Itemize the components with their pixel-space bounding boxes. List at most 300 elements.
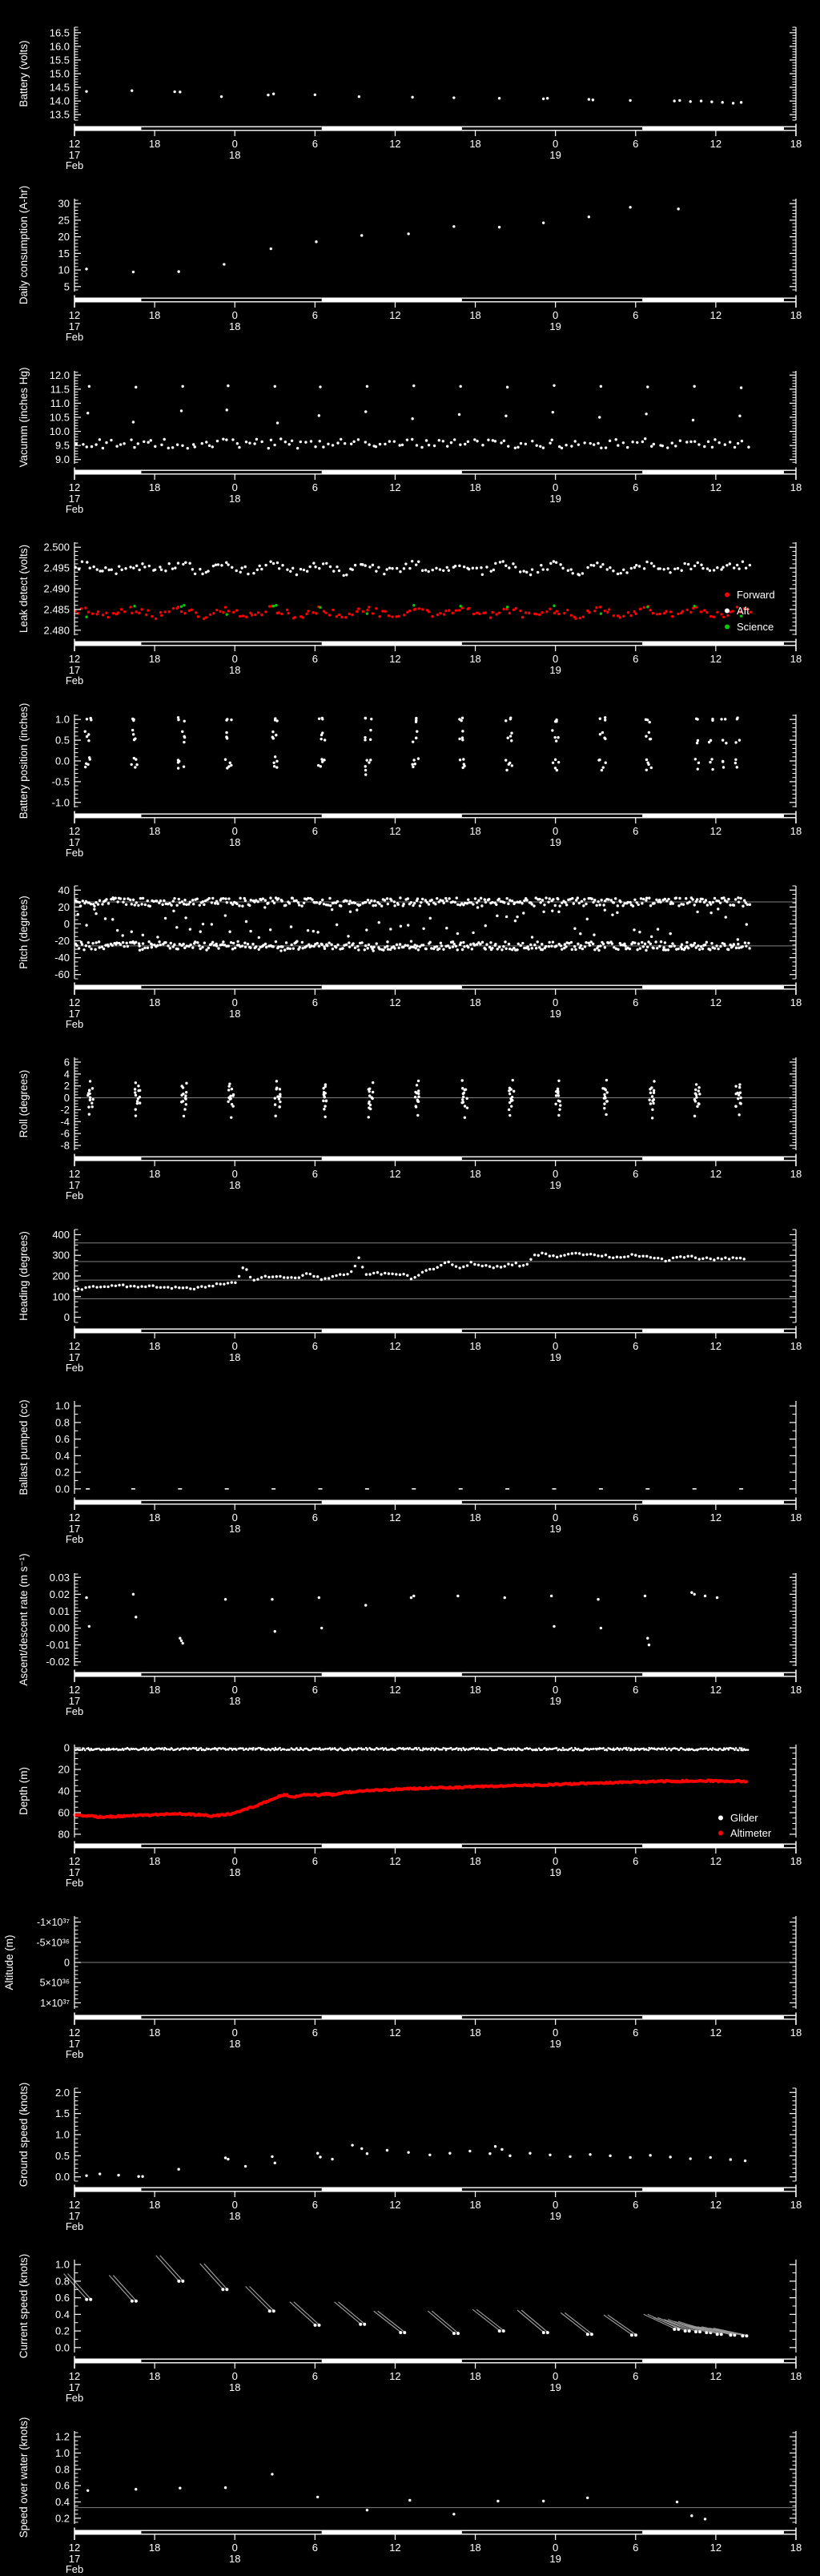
leak-forward-marker [595,606,597,609]
battery-position-tail-marker [708,740,710,743]
depth-glider-marker [728,1749,730,1751]
depth-glider-marker [377,1748,380,1750]
leak-detect-xtick-label: 12 [68,653,81,666]
pitch-xtick-label: 18 [469,996,481,1008]
heading-track-marker [294,1276,296,1278]
pitch-dive-marker [142,942,144,944]
pitch-ytick-label: 0 [63,917,70,930]
heading-track-marker [638,1255,641,1258]
battery-position-clusters-marker [554,720,557,722]
battery-position-clusters-marker [230,718,232,721]
battery-position-clusters-marker [369,738,372,740]
roll-clusters-marker [461,1080,464,1082]
pitch-dive-marker [310,944,312,947]
daynight-night-segment [141,473,321,474]
leak-aft-marker [160,569,163,571]
daynight-day-segment [642,2359,784,2364]
pitch-dive-marker [217,947,219,949]
leak-forward-marker [324,612,327,614]
vacuum-band-marker [558,445,561,448]
speed-over-water-xtick-label: 0 [553,2542,559,2554]
current-vectors-marker [673,2328,676,2331]
pitch-dive-marker [258,948,260,951]
current-direction-stick [290,2302,315,2324]
battery-position-xtick-label: 18 [790,824,802,837]
vacuum-band-marker [697,443,700,445]
roll-clusters-marker [414,1091,416,1093]
vacuum-band-marker [86,445,88,448]
heading-track-marker [743,1258,746,1260]
battery-position-clusters-marker [604,716,606,718]
pitch-transition-marker [436,945,438,948]
roll-clusters-marker [227,1101,229,1103]
depth-glider-marker [562,1747,565,1749]
leak-forward-marker [617,614,619,617]
current-direction-stick [156,2256,179,2280]
ballast-pumped-xtick-label: 12 [389,1511,401,1524]
battery-position-tail-marker [710,758,713,760]
current-speed-day-label: 19 [549,2381,561,2394]
heading-track-marker [421,1270,424,1273]
pitch-climb-marker [726,900,728,903]
daynight-night-segment [462,130,642,131]
battery-position-clusters-marker [650,766,653,768]
daily-consumption-marker [588,215,590,218]
battery-xtick-label: 12 [389,137,401,150]
vacuum-band-marker [517,445,519,448]
current-speed-ytick-label: 0.0 [54,2341,70,2354]
battery-position-clusters-marker [131,717,134,719]
pitch-transition-marker [445,927,448,929]
ballast-pumped-marker [131,1488,135,1490]
altitude-xtick-label: 18 [790,2027,802,2039]
ballast-pumped-marker [739,1488,743,1490]
daynight-night-segment [784,1500,796,1501]
pitch-climb-marker [208,897,211,900]
roll-clusters-marker [274,1104,276,1106]
heading-track-marker [245,1268,247,1270]
vacuum-band-marker [192,443,195,445]
pitch-dive-marker [247,943,249,945]
daily-consumption-xtick-label: 6 [633,309,639,322]
pitch-climb-marker [706,904,709,906]
depth-glider-marker [654,1748,657,1750]
pitch-dive-marker [455,945,457,948]
roll-clusters-marker [651,1109,653,1111]
vacuum-surface-mid-marker [598,416,601,418]
heading-track-marker [653,1257,655,1259]
heading-track-marker [526,1262,529,1265]
daynight-night-segment [141,469,321,470]
leak-aft-marker [174,567,176,570]
leak-forward-marker [681,610,684,613]
ground-speed-marker [494,2145,496,2147]
leak-detect-ytick-label: 2.485 [43,603,70,616]
pitch-dive-marker [695,946,697,948]
roll-clusters-marker [557,1094,560,1097]
vacuum-band-marker [531,440,533,442]
depth-glider-marker [177,1747,179,1749]
roll-clusters-marker [372,1081,374,1084]
heading-track-marker [440,1264,442,1266]
pitch-ylabel: Pitch (degrees) [18,896,30,969]
heading-track-marker [99,1286,102,1288]
vacuum-xtick-label: 18 [790,481,802,493]
pitch-dive-marker [485,943,488,945]
battery-volts-marker [592,99,594,101]
vacuum-band-marker [270,438,272,441]
roll-clusters-marker [88,1089,90,1092]
panel-battery-position [0,687,820,859]
pitch-transition-marker [164,917,167,920]
battery-position-clusters-marker [599,733,601,735]
speed-over-water-marker [408,2499,411,2502]
pitch-climb-marker [685,897,687,900]
battery-position-clusters-marker [598,758,601,760]
battery-position-clusters-marker [554,758,557,760]
pitch-transition-marker [476,906,479,908]
roll-clusters-marker [466,1097,468,1100]
leak-forward-marker [239,615,241,618]
current-speed-ytick-label: 0.8 [54,2275,70,2288]
vacuum-band-marker [364,441,367,443]
pitch-climb-marker [181,900,183,903]
pitch-transition-marker [290,925,292,928]
leak-forward-marker [307,610,309,612]
daynight-night-segment [141,298,321,299]
battery-position-clusters-marker [135,758,137,760]
roll-clusters-marker [136,1100,139,1102]
ascent-descent-rate-xtick-label: 0 [231,1683,238,1696]
leak-aft-marker [96,569,98,571]
current-vectors-marker [630,2333,633,2337]
vacuum-xtick-label: 12 [709,481,722,493]
ground-speed-xtick-label: 18 [469,2198,481,2211]
leak-aft-marker [289,570,291,573]
heading-track-marker [484,1264,487,1266]
current-direction-stick [160,2256,183,2280]
ballast-pumped-xtick-label: 18 [148,1511,161,1524]
pitch-dive-marker [82,948,85,951]
current-vectors-marker [181,2280,184,2283]
pitch-transition-marker [557,911,560,913]
pitch-climb-marker [175,904,178,906]
heading-track-marker [148,1284,151,1286]
roll-clusters-marker [648,1099,650,1101]
leak-science-marker [183,604,185,606]
depth-glider-marker [96,1748,98,1750]
pitch-climb-marker [738,900,740,903]
heading-track-marker [424,1269,427,1271]
vacuum-band-marker [147,441,149,443]
battery-position-clusters-marker [601,768,603,771]
pitch-climb-marker [155,900,158,902]
daily-consumption-marker [677,208,679,211]
pitch-transition-marker [496,915,498,917]
daynight-day-segment [74,813,141,818]
vacuum-band-marker [253,442,255,445]
heading-track-marker [641,1254,644,1257]
vacuum-surface-mid-marker [738,414,741,417]
daynight-night-segment [462,2187,642,2188]
ballast-pumped-month-label: Feb [65,1533,84,1546]
pitch-transition-marker [312,930,315,932]
vacuum-band-marker [707,440,709,442]
leak-science-marker [272,605,275,607]
pitch-dive-marker [580,944,582,947]
roll-clusters-marker [511,1096,513,1098]
ascent-descent-marker [644,1594,646,1596]
roll-xtick-label: 0 [553,1168,559,1181]
heading-track-marker [574,1251,577,1254]
battery-position-clusters-marker [412,765,414,767]
leak-aft-marker [188,562,191,565]
current-speed-xtick-label: 18 [469,2370,481,2383]
vacuum-surface-high-marker [646,385,649,388]
pitch-dive-marker [249,947,251,949]
vacuum-band-marker [393,440,396,442]
roll-clusters-marker [734,1093,737,1095]
battery-position-clusters-marker [183,740,185,743]
vacuum-band-marker [551,438,553,441]
pitch-climb-marker [688,900,690,903]
battery-position-clusters-marker [86,735,88,737]
current-vectors-marker [403,2331,406,2334]
ascent-descent-marker [224,1598,227,1600]
pitch-transition-marker [356,908,358,911]
battery-xtick-label: 6 [633,137,639,150]
battery-position-clusters-marker [508,763,510,765]
leak-forward-marker [458,609,460,611]
leak-aft-marker [700,564,702,566]
roll-ytick-label: -4 [60,1116,70,1129]
pitch-climb-marker [328,897,331,900]
depth-glider-marker [145,1747,147,1749]
pitch-climb-marker [742,904,744,907]
pitch-dive-marker [352,942,354,944]
depth-glider-marker [719,1748,722,1750]
heading-track-marker [668,1259,670,1262]
heading-track-marker [159,1286,162,1288]
depth-glider-marker [283,1749,286,1751]
leak-aft-marker [244,566,247,568]
pitch-dive-marker [671,942,673,944]
pitch-climb-marker [244,900,247,902]
vacuum-band-marker [494,440,496,442]
heading-track-marker [107,1285,109,1287]
leak-forward-marker [643,606,645,609]
battery-ytick-label: 13.5 [49,108,70,121]
pitch-climb-marker [531,903,533,905]
depth-glider-marker [458,1748,460,1750]
leak-aft-marker [247,573,249,575]
roll-clusters-marker [603,1103,605,1105]
daynight-night-segment [462,2191,642,2192]
roll-clusters-marker [279,1095,281,1097]
leak-forward-marker [129,606,131,608]
leak-detect-ytick-label: 2.500 [43,541,70,553]
battery-position-clusters-marker [229,761,231,763]
pitch-transition-marker [189,928,191,930]
pitch-dive-marker [535,947,537,949]
depth-glider-marker [450,1747,452,1749]
heading-track-marker [728,1258,730,1260]
pitch-climb-marker [554,904,557,907]
depth-xtick-label: 0 [231,1854,238,1867]
depth-glider-marker [697,1749,700,1751]
heading-track-marker [507,1262,509,1265]
daynight-bar [74,296,796,308]
vacuum-band-marker [671,441,673,444]
pitch-dive-marker [368,944,370,946]
roll-clusters-marker [649,1088,651,1090]
leak-aft-marker [567,570,569,572]
leak-aft-marker [476,567,478,570]
pitch-dive-marker [637,942,640,944]
ascent-descent-rate-ytick-label: 0.02 [49,1588,70,1600]
depth-glider-marker [113,1749,115,1751]
heading-track-marker [211,1285,214,1287]
pitch-climb-marker [137,904,139,907]
pitch-transition-marker [365,928,368,931]
leak-forward-marker [439,612,441,614]
pitch-dive-marker [81,943,83,945]
pitch-dive-marker [316,942,318,944]
vacuum-band-marker [507,445,509,447]
ground-speed-marker [360,2147,363,2149]
pitch-climb-marker [729,904,731,906]
ground-speed-marker [407,2151,409,2153]
heading-track-marker [305,1272,308,1274]
speed-over-water-marker [86,2489,89,2492]
roll-clusters-marker [417,1093,420,1095]
pitch-climb-marker [373,900,376,902]
depth-glider-marker [161,1747,163,1749]
leak-forward-marker [452,612,454,614]
leak-aft-marker [411,560,413,562]
pitch-dive-marker [357,948,360,951]
pitch-transition-marker [709,912,712,914]
battery-position-tail-marker [696,718,698,720]
leak-aft-marker [501,560,504,562]
leak-aft-marker [428,570,430,573]
roll-xtick-label: 0 [231,1168,238,1181]
pitch-dive-marker [545,945,547,948]
roll-clusters-marker [738,1086,741,1089]
pitch-climb-marker [583,898,585,900]
vacuum-band-marker [600,446,602,449]
roll-clusters-marker [693,1115,696,1117]
pitch-dive-marker [341,947,344,949]
daynight-day-segment [322,1157,462,1161]
leak-aft-marker [260,568,263,570]
pitch-dive-marker [519,944,521,947]
leak-forward-marker [348,613,351,615]
current-direction-stick [250,2287,274,2311]
pitch-climb-marker [370,900,372,902]
pitch-transition-marker [624,944,626,947]
speed-over-water-marker [452,2514,455,2516]
heading-track-marker [95,1286,98,1288]
daily-consumption-day-label: 17 [68,320,81,333]
vacuum-band-marker [115,445,118,447]
battery-position-clusters-marker [275,766,278,768]
pitch-climb-marker [480,897,482,900]
leak-forward-marker [634,613,637,615]
pitch-dive-marker [589,944,591,946]
heading-track-marker [563,1254,565,1256]
battery-position-clusters-marker [510,739,512,742]
leak-aft-marker [619,572,621,574]
roll-clusters-marker [230,1117,232,1119]
altitude-month-label: Feb [65,2048,84,2061]
roll-xtick-label: 6 [633,1168,639,1181]
battery-ytick-label: 16.0 [49,40,70,53]
battery-position-clusters-marker [460,719,462,722]
heading-track-marker [88,1286,90,1288]
leak-forward-marker [397,615,400,618]
daynight-day-segment [322,2530,462,2535]
pitch-transition-marker [407,924,409,926]
depth-xtick-label: 12 [68,1854,81,1867]
ground-speed-xtick-label: 18 [148,2198,161,2211]
heading-track-marker [312,1275,315,1278]
altitude-xtick-label: 18 [148,2027,161,2039]
depth-glider-marker [487,1749,489,1751]
heading-track-marker [630,1253,633,1255]
battery-position-clusters-marker [273,765,275,767]
roll-clusters-marker [557,1092,559,1094]
vacuum-band-marker [729,441,731,443]
pitch-dive-marker [75,944,78,947]
leak-forward-marker [574,618,577,620]
daily-consumption-day-label: 18 [229,320,241,333]
battery-xtick-label: 18 [469,137,481,150]
daynight-day-segment [322,642,462,646]
leak-forward-marker [172,607,175,610]
depth-glider-marker [166,1749,168,1751]
roll-clusters-marker [651,1100,653,1102]
leak-aft-marker [529,574,532,576]
ascent-descent-rate-xtick-label: 18 [469,1683,481,1696]
ascent-descent-marker [412,1594,415,1596]
daynight-day-segment [642,1500,784,1505]
heading-track-marker [466,1264,468,1266]
battery-position-clusters-marker [271,730,274,732]
depth-glider-marker [681,1747,683,1749]
leak-forward-marker [468,607,470,610]
depth-glider-marker [738,1747,741,1749]
vacuum-surface-mid-marker [318,414,320,417]
depth-glider-marker [428,1748,430,1750]
leak-forward-marker [489,617,492,619]
pitch-transition-marker [336,924,338,926]
heading-xtick-label: 18 [148,1339,161,1352]
altitude-day-label: 19 [549,2038,561,2051]
battery-ytick-label: 15.5 [49,54,70,66]
leak-forward-marker [521,616,524,618]
leak-aft-marker [593,564,595,566]
depth-glider-marker [645,1749,648,1751]
pitch-transition-marker [737,938,739,940]
pitch-climb-marker [397,903,400,905]
pitch-dive-marker [484,948,487,950]
ascent-descent-rate-month-label: Feb [65,1705,84,1717]
current-direction-stick [109,2276,131,2300]
pitch-dive-marker [488,946,491,948]
battery-position-clusters-marker [368,761,370,763]
battery-position-clusters-marker [649,720,651,722]
